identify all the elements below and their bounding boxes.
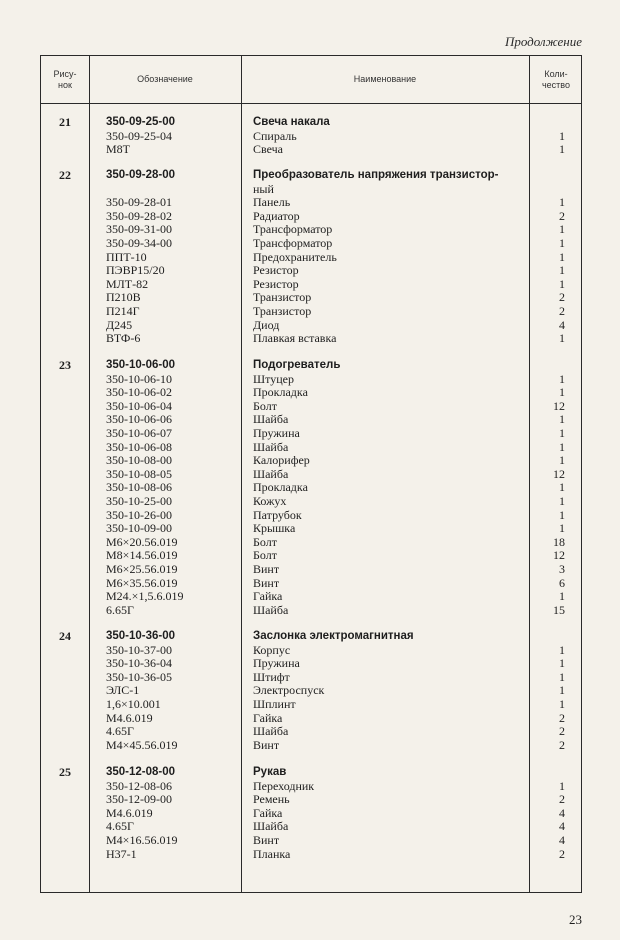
part-code: 1,6×10.001: [106, 697, 161, 711]
table-row: [41, 278, 581, 292]
part-name: Крышка: [253, 521, 296, 536]
part-quantity: 2: [559, 792, 565, 807]
part-code: П210В: [106, 290, 141, 305]
table-row: [41, 130, 581, 144]
part-name: Болт: [253, 398, 277, 413]
part-code: 350-10-08-06: [106, 480, 172, 495]
part-quantity: 1: [559, 642, 565, 657]
part-code: М8Т: [106, 142, 130, 157]
header-figure-line1: Рису-: [53, 68, 77, 79]
table-row: [41, 807, 581, 821]
figure-number: 23: [59, 358, 71, 372]
table-row: [41, 725, 581, 739]
part-code: 4.65Г: [106, 819, 134, 834]
table-row: [41, 604, 581, 618]
part-name: Винт: [253, 575, 280, 590]
table-row: [41, 400, 581, 414]
table-row: [41, 468, 581, 482]
part-code: 350-10-06-00: [106, 359, 176, 371]
part-name: Переходник: [253, 778, 315, 793]
table-row: [41, 264, 581, 278]
part-name: Винт: [253, 737, 280, 752]
part-code: ПЭВР15/20: [106, 263, 165, 278]
table-row: [41, 848, 581, 862]
table-row: [41, 793, 581, 807]
part-name: Преобразователь напряжения транзистор-: [253, 169, 499, 181]
part-code: 350-09-28-01: [106, 195, 172, 210]
figure-number: 24: [59, 629, 71, 643]
part-code: 4.65Г: [106, 724, 134, 739]
part-code: М24.×1,5.6.019: [106, 589, 184, 604]
part-name: Ремень: [253, 792, 290, 807]
table-row: [41, 549, 581, 563]
header-quantity-line1: Коли-: [544, 68, 568, 79]
part-code: 350-10-37-00: [106, 642, 172, 657]
part-code: 350-10-06-04: [106, 398, 172, 413]
table-row: [41, 698, 581, 712]
part-code: 350-12-09-00: [106, 792, 172, 807]
table-row: [41, 373, 581, 387]
part-quantity: 1: [559, 507, 565, 522]
part-code: ППТ-10: [106, 249, 147, 264]
part-quantity: 1: [559, 128, 565, 143]
part-quantity: 1: [559, 521, 565, 536]
part-name: Плавкая вставка: [253, 331, 337, 346]
part-name: Электроспуск: [253, 683, 325, 698]
part-code: М8×14.56.019: [106, 548, 178, 563]
assembly-row: [41, 359, 581, 373]
part-quantity: 15: [553, 602, 565, 617]
figure-number: 21: [59, 115, 71, 129]
part-quantity: 1: [559, 276, 565, 291]
part-code: 350-12-08-06: [106, 778, 172, 793]
part-code: М4.6.019: [106, 710, 153, 725]
part-quantity: 1: [559, 236, 565, 250]
part-quantity: 2: [559, 290, 565, 305]
table-row: [41, 509, 581, 523]
part-code: 350-09-25-00: [106, 116, 176, 128]
part-code: 350-10-06-02: [106, 385, 172, 400]
part-name: Болт: [253, 548, 277, 563]
part-quantity: 1: [559, 480, 565, 495]
table-row: [41, 237, 581, 251]
part-code: 350-10-08-00: [106, 453, 172, 468]
part-quantity: 1: [559, 385, 565, 400]
table-row: [41, 495, 581, 509]
part-name: Болт: [253, 534, 277, 549]
part-code: М4×16.56.019: [106, 833, 178, 847]
part-code: МЛТ-82: [106, 276, 149, 291]
part-name: Штифт: [253, 669, 290, 684]
part-quantity: 1: [559, 222, 565, 237]
part-name: Подогреватель: [253, 359, 341, 371]
header-quantity: [529, 56, 583, 103]
part-quantity: 1: [559, 195, 565, 210]
part-name: Резистор: [253, 276, 299, 291]
part-code: 350-09-28-00: [106, 169, 176, 181]
part-name: Панель: [253, 195, 291, 210]
part-name: Патрубок: [253, 507, 302, 522]
part-name: Рукав: [253, 766, 287, 778]
part-quantity: 4: [559, 833, 565, 847]
part-name: Шайба: [253, 602, 289, 617]
parts-table: [40, 55, 582, 893]
table-row: [41, 183, 581, 197]
part-code: 350-10-08-05: [106, 466, 172, 481]
part-name: Калорифер: [253, 453, 310, 468]
part-name: Шайба: [253, 439, 289, 454]
part-name: Транзистор: [253, 304, 312, 318]
part-name: Транзистор: [253, 290, 312, 305]
part-code: 350-10-06-10: [106, 371, 172, 386]
table-row: [41, 210, 581, 224]
table-row: [41, 481, 581, 495]
part-name: Штуцер: [253, 371, 294, 386]
table-row: [41, 739, 581, 753]
header-quantity-line2: чество: [541, 79, 570, 90]
part-code: Н37-1: [106, 846, 137, 861]
part-name: Гайка: [253, 805, 283, 820]
part-name: Винт: [253, 562, 280, 576]
part-name: Прокладка: [253, 480, 308, 495]
part-name: Заслонка электромагнитная: [253, 630, 414, 642]
part-name: Предохранитель: [253, 249, 337, 264]
assembly-row: [41, 116, 581, 130]
part-name: Шплинт: [253, 697, 296, 711]
table-row: [41, 291, 581, 305]
part-quantity: 1: [559, 426, 565, 440]
table-row: [41, 671, 581, 685]
part-code: 350-10-36-05: [106, 669, 172, 684]
part-quantity: 1: [559, 669, 565, 684]
part-code: 350-09-34-00: [106, 236, 172, 250]
part-quantity: 1: [559, 697, 565, 711]
part-code: 350-12-08-00: [106, 766, 176, 778]
part-name: Свеча накала: [253, 116, 330, 128]
header-code: Обозначение: [137, 74, 193, 84]
part-name: Пружина: [253, 656, 300, 671]
part-code: 350-10-26-00: [106, 507, 172, 522]
part-name: Пружина: [253, 426, 300, 440]
part-name: Трансформатор: [253, 222, 333, 237]
part-quantity: 4: [559, 819, 565, 834]
table-row: [41, 657, 581, 671]
part-name: Винт: [253, 833, 280, 847]
part-quantity: 1: [559, 263, 565, 278]
table-row: [41, 223, 581, 237]
part-quantity: 1: [559, 412, 565, 427]
part-quantity: 1: [559, 453, 565, 468]
page-number: 23: [569, 912, 582, 927]
part-code: М6×35.56.019: [106, 575, 178, 590]
part-name: Шайба: [253, 724, 289, 739]
part-code: 350-09-25-04: [106, 128, 172, 143]
part-quantity: 12: [553, 466, 565, 481]
table-row: [41, 251, 581, 265]
part-quantity: 1: [559, 249, 565, 264]
table-row: [41, 712, 581, 726]
part-quantity: 4: [559, 805, 565, 820]
part-quantity: 12: [553, 548, 565, 563]
part-code: Д245: [106, 317, 133, 332]
part-name: Гайка: [253, 589, 283, 604]
part-quantity: 2: [559, 710, 565, 725]
part-quantity: 6: [559, 575, 565, 590]
header-figure-line2: нок: [58, 79, 72, 90]
part-quantity: 1: [559, 371, 565, 386]
part-name: ный: [253, 181, 274, 196]
table-row: [41, 536, 581, 550]
part-quantity: 1: [559, 589, 565, 604]
part-code: М6×20.56.019: [106, 534, 178, 549]
part-name: Спираль: [253, 128, 297, 143]
part-quantity: 1: [559, 683, 565, 698]
part-name: Трансформатор: [253, 236, 333, 250]
part-code: 350-10-09-00: [106, 521, 172, 536]
part-quantity: 1: [559, 142, 565, 157]
part-name: Кожух: [253, 494, 287, 508]
table-row: [41, 577, 581, 591]
table-row: [41, 332, 581, 346]
figure-number: 25: [59, 765, 71, 779]
table-row: [41, 820, 581, 834]
table-row: [41, 413, 581, 427]
table-row: [41, 427, 581, 441]
part-code: 350-10-06-08: [106, 439, 172, 454]
part-code: 350-10-25-00: [106, 494, 172, 508]
table-row: [41, 319, 581, 333]
part-name: Радиатор: [253, 208, 300, 223]
part-code: 350-10-06-06: [106, 412, 172, 427]
table-row: [41, 563, 581, 577]
part-name: Корпус: [253, 642, 291, 657]
part-code: М6×25.56.019: [106, 562, 178, 576]
table-row: [41, 644, 581, 658]
part-quantity: 3: [559, 562, 565, 576]
table-row: [41, 386, 581, 400]
table-row: [41, 441, 581, 455]
part-quantity: 1: [559, 656, 565, 671]
figure-number: 22: [59, 168, 71, 182]
part-code: П214Г: [106, 304, 140, 318]
part-quantity: 1: [559, 494, 565, 508]
part-name: Диод: [253, 317, 280, 332]
table-row: [41, 522, 581, 536]
part-name: Гайка: [253, 710, 283, 725]
part-name: Шайба: [253, 819, 289, 834]
assembly-row: [41, 169, 581, 183]
table-row: [41, 780, 581, 794]
part-code: 350-10-36-00: [106, 630, 176, 642]
part-code: 350-09-28-02: [106, 208, 172, 223]
table-row: [41, 454, 581, 468]
table-row: [41, 196, 581, 210]
assembly-row: [41, 630, 581, 644]
part-code: 350-10-36-04: [106, 656, 172, 671]
part-name: Планка: [253, 846, 291, 861]
part-code: 350-10-06-07: [106, 426, 172, 440]
part-code: 350-09-31-00: [106, 222, 172, 237]
part-name: Свеча: [253, 142, 283, 157]
continued-label: Продолжение: [504, 34, 582, 49]
part-quantity: 2: [559, 724, 565, 739]
part-code: ЭЛС-1: [106, 683, 140, 698]
table-row: [41, 305, 581, 319]
part-quantity: 2: [559, 208, 565, 223]
part-quantity: 1: [559, 331, 565, 346]
table-row: [41, 590, 581, 604]
assembly-row: [41, 766, 581, 780]
part-quantity: 18: [553, 534, 565, 549]
header-name: Наименование: [353, 74, 417, 84]
part-quantity: 1: [559, 439, 565, 454]
part-name: Резистор: [253, 263, 299, 278]
part-code: 6.65Г: [106, 602, 134, 617]
header-divider: [41, 103, 581, 104]
part-quantity: 1: [559, 778, 565, 793]
part-quantity: 2: [559, 737, 565, 752]
header-figure: [41, 56, 89, 103]
part-code: ВТФ-6: [106, 331, 141, 346]
part-code: М4×45.56.019: [106, 737, 178, 752]
part-name: Шайба: [253, 466, 289, 481]
table-row: [41, 684, 581, 698]
part-name: Прокладка: [253, 385, 308, 400]
part-quantity: 12: [553, 398, 565, 413]
part-quantity: 2: [559, 846, 565, 861]
table-row: [41, 834, 581, 848]
part-name: Шайба: [253, 412, 289, 427]
part-code: М4.6.019: [106, 805, 153, 820]
table-row: [41, 143, 581, 157]
part-quantity: 2: [559, 304, 565, 318]
part-quantity: 4: [559, 317, 565, 332]
